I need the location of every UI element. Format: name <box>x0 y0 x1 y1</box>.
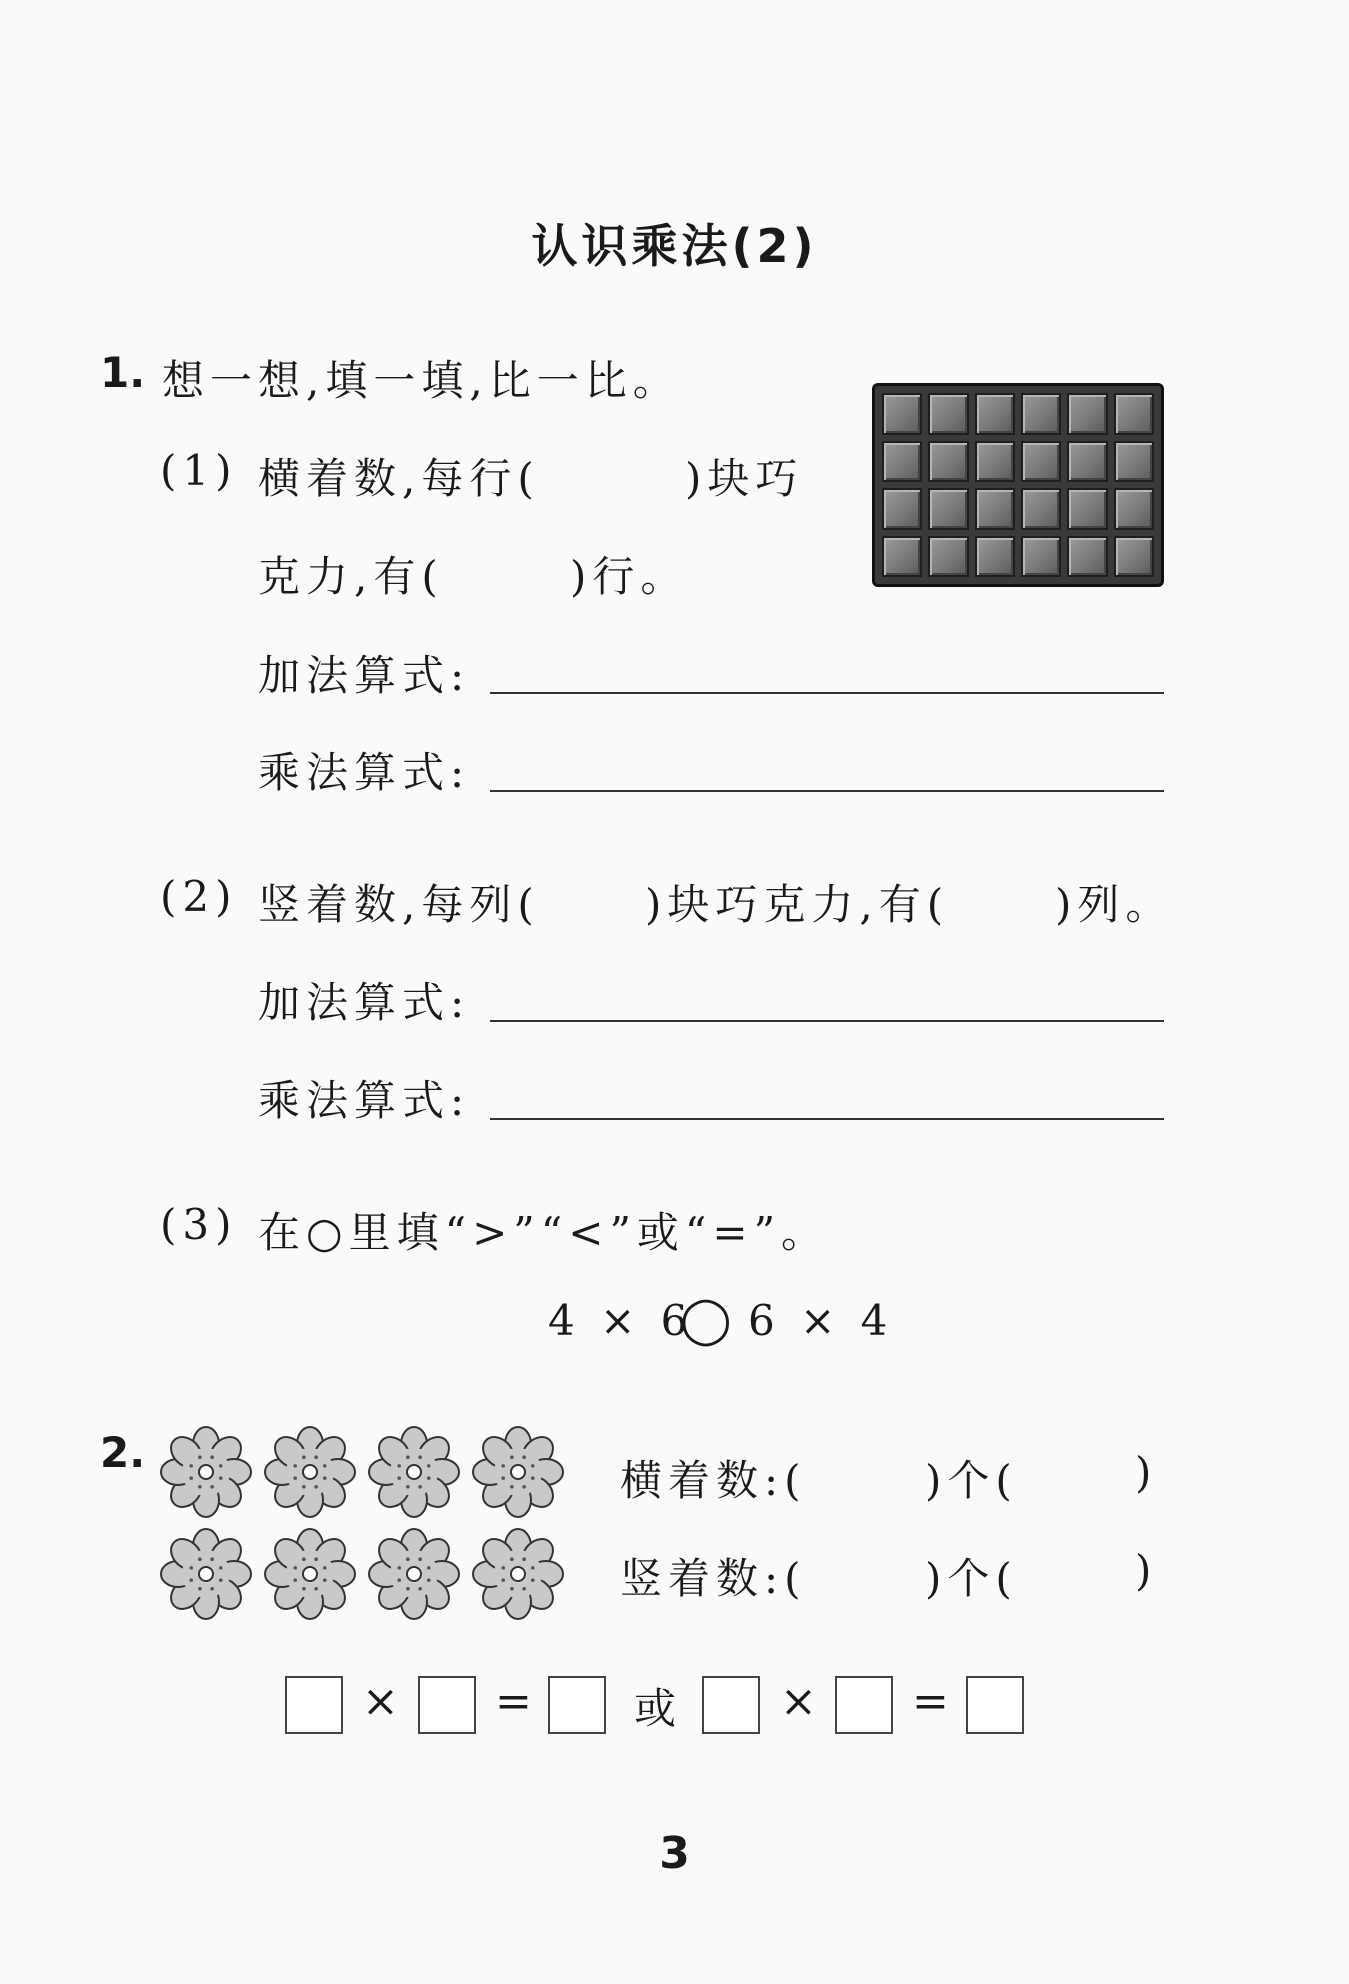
flower-icon <box>472 1426 564 1518</box>
equation1-factor2-box[interactable] <box>418 1676 476 1734</box>
equation1-product-box[interactable] <box>548 1676 606 1734</box>
equation2-factor2-box[interactable] <box>835 1676 893 1734</box>
q2-row2-label: 竖着数:( <box>620 1554 807 1603</box>
chocolate-piece <box>975 441 1015 483</box>
chocolate-piece <box>928 441 968 483</box>
equation2-product-box[interactable] <box>966 1676 1024 1734</box>
compare-answer-circle[interactable]: ◯ <box>680 1292 738 1346</box>
q1-part1-line2a: 克力,有( <box>258 552 444 601</box>
flower-icon <box>160 1528 252 1620</box>
flower-icon <box>472 1528 564 1620</box>
equation1-equals: = <box>495 1676 532 1727</box>
flower-icon <box>264 1528 356 1620</box>
chocolate-piece <box>1114 393 1154 435</box>
q2-row1-unit: )个( <box>925 1456 1018 1505</box>
q1-number: 1. <box>100 348 146 397</box>
q1-part2-mul-answer-line[interactable] <box>490 1118 1164 1120</box>
page-title: 认识乘法(2) <box>531 219 818 273</box>
chocolate-piece <box>1021 393 1061 435</box>
q1-part1-line2b: )行。 <box>570 552 689 601</box>
chocolate-piece <box>1067 393 1107 435</box>
chocolate-piece <box>1114 441 1154 483</box>
q2-number: 2. <box>100 1428 146 1477</box>
chocolate-piece <box>975 488 1015 530</box>
q2-row1-label: 横着数:( <box>620 1456 807 1505</box>
q1-part1-label: (1) <box>160 446 238 495</box>
chocolate-piece <box>928 393 968 435</box>
flower-icon <box>160 1426 252 1518</box>
chocolate-piece <box>1021 441 1061 483</box>
q1-prompt: 想一想,填一填,比一比。 <box>162 356 681 405</box>
chocolate-piece <box>1114 536 1154 578</box>
chocolate-piece <box>928 488 968 530</box>
equation2-factor1-box[interactable] <box>702 1676 760 1734</box>
chocolate-piece <box>1021 536 1061 578</box>
page-number: 3 <box>659 1828 690 1879</box>
chocolate-piece <box>1067 536 1107 578</box>
q2-row2-unit: )个( <box>925 1554 1018 1603</box>
q1-part1-add-label: 加法算式: <box>258 651 471 700</box>
flower-icon <box>264 1426 356 1518</box>
equation1-factor1-box[interactable] <box>285 1676 343 1734</box>
q1-part1-add-answer-line[interactable] <box>490 692 1164 694</box>
equation1-times: × <box>362 1676 399 1727</box>
chocolate-piece <box>1021 488 1061 530</box>
q1-part2-add-answer-line[interactable] <box>490 1020 1164 1022</box>
chocolate-piece <box>1067 488 1107 530</box>
q1-part2-add-label: 加法算式: <box>258 978 471 1027</box>
chocolate-piece <box>928 536 968 578</box>
equation2-equals: = <box>912 1676 949 1727</box>
q1-part2-line-c: )列。 <box>1055 880 1174 929</box>
chocolate-piece <box>1114 488 1154 530</box>
q1-part1-line1b: )块巧 <box>685 454 804 503</box>
chocolate-piece <box>882 441 922 483</box>
chocolate-bar-image <box>872 383 1164 587</box>
q1-part2-label: (2) <box>160 872 238 921</box>
q2-row2-close: ) <box>1135 1546 1158 1595</box>
q2-row1-close: ) <box>1135 1448 1158 1497</box>
q1-part1-mul-answer-line[interactable] <box>490 790 1164 792</box>
chocolate-piece <box>882 488 922 530</box>
equations-or: 或 <box>634 1684 683 1733</box>
compare-left-expression: 4 × 6 <box>548 1296 694 1345</box>
compare-right-expression: 6 × 4 <box>748 1296 894 1345</box>
flower-icon <box>368 1426 460 1518</box>
chocolate-piece <box>1067 441 1107 483</box>
q1-part2-line-a: 竖着数,每列( <box>258 880 540 929</box>
q1-part3-label: (3) <box>160 1200 238 1249</box>
equation2-times: × <box>780 1676 817 1727</box>
chocolate-piece <box>975 393 1015 435</box>
chocolate-piece <box>882 536 922 578</box>
chocolate-piece <box>975 536 1015 578</box>
chocolate-piece <box>882 393 922 435</box>
q1-part2-mul-label: 乘法算式: <box>258 1076 471 1125</box>
q1-part1-mul-label: 乘法算式: <box>258 748 471 797</box>
q1-part2-line-b: )块巧克力,有( <box>645 880 950 929</box>
q1-part3-text: 在○里填“>”“<”或“=”。 <box>258 1208 830 1257</box>
flower-icon <box>368 1528 460 1620</box>
q1-part1-line1a: 横着数,每行( <box>258 454 540 503</box>
